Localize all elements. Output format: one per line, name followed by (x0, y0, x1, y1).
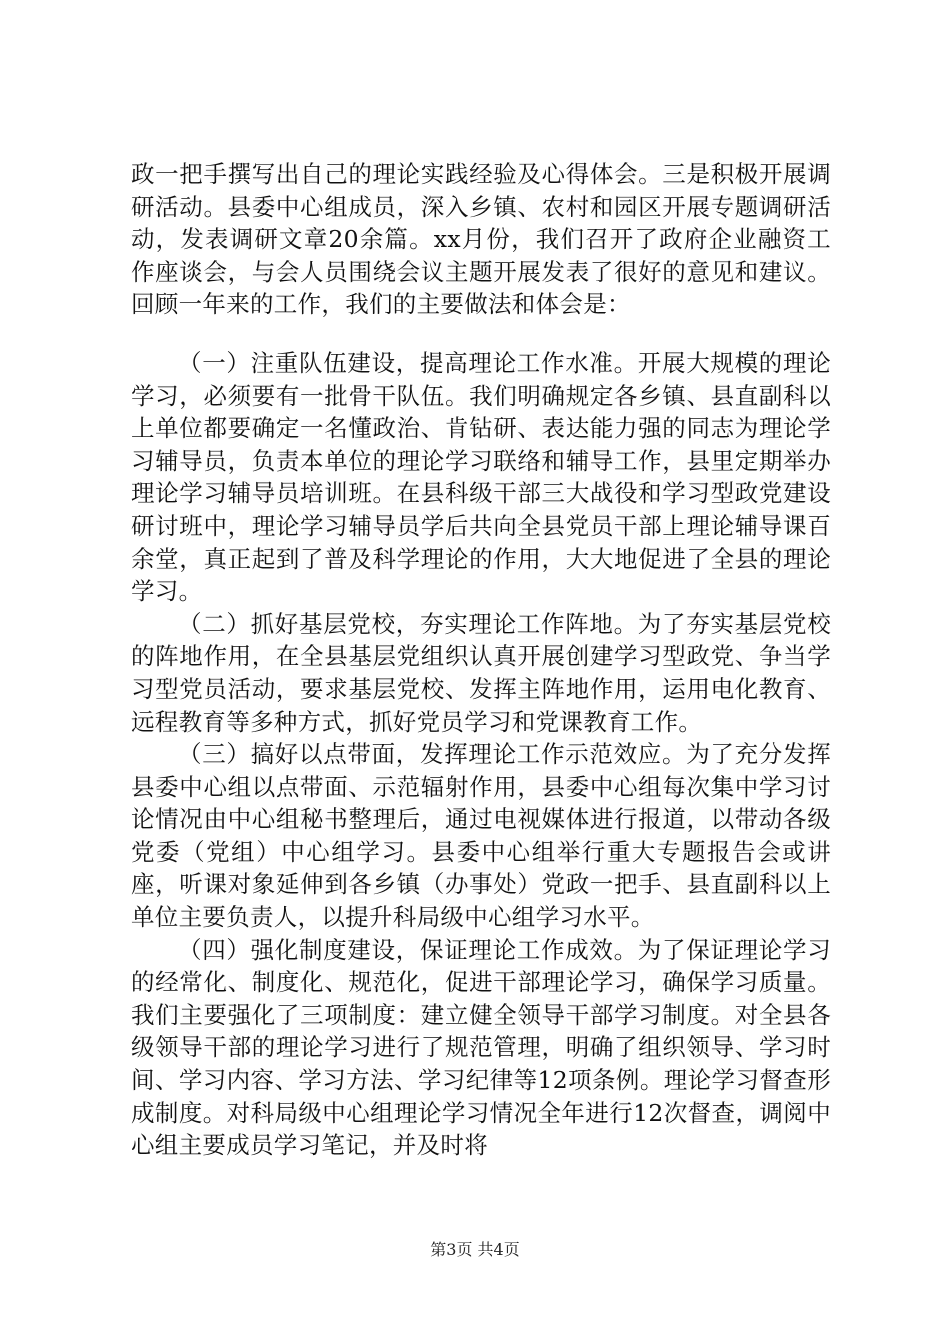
paragraph-section-3: （三）搞好以点带面，发挥理论工作示范效应。为了充分发挥县委中心组以点带面、示范辐射作用，县委中心组每次集中学习讨论情况由中心组秘书整理后，通过电视媒体进行报道，以带动各级党委（党组）中心组学习。县委中心组举行重大专题报告会或讲座，听课对象延伸到各乡镇（办事处）党政一把手、县直副科以上单位主要负责人，以提升科局级中心组学习水平。 (131, 740, 831, 932)
paragraph-section-2: （二）抓好基层党校，夯实理论工作阵地。为了夯实基层党校的阵地作用，在全县基层党组织认真开展创建学习型政党、争当学习型党员活动，要求基层党校、发挥主阵地作用，运用电化教育、远程教育等多种方式，抓好党员学习和党课教育工作。 (131, 609, 831, 736)
paragraph-spacer (131, 321, 831, 347)
page-number-label: 第3页 共4页 (430, 1240, 520, 1259)
document-body (131, 158, 831, 1162)
paragraph-section-4: （四）强化制度建设，保证理论工作成效。为了保证理论学习的经常化、制度化、规范化，促进干部理论学习，确保学习质量。我们主要强化了三项制度：建立健全领导干部学习制度。对全县各级领导干部的理论学习进行了规范管理，明确了组织领导、学习时间、学习内容、学习方法、学习纪律等12项条例。理论学习督查形成制度。对科局级中心组理论学习情况全年进行12次督查，调阅中心组主要成员学习笔记，并及时将 (131, 935, 831, 1160)
paragraph-section-1: （一）注重队伍建设，提高理论工作水准。开展大规模的理论学习，必须要有一批骨干队伍。我们明确规定各乡镇、县直副科以上单位都要确定一名懂政治、肯钻研、表达能力强的同志为理论学习辅导员，负责本单位的理论学习联络和辅导工作，县里定期举办理论学习辅导员培训班。在县科级干部三大战役和学习型政党建设研讨班中，理论学习辅导员学后共向全县党员干部上理论辅导课百余堂，真正起到了普及科学理论的作用，大大地促进了全县的理论学习。 (131, 348, 831, 606)
paragraph-continuation: 政一把手撰写出自己的理论实践经验及心得体会。三是积极开展调研活动。县委中心组成员，深入乡镇、农村和园区开展专题调研活动，发表调研文章20余篇。xx月份，我们召开了政府企业融资工作座谈会，与会人员围绕会议主题开展发表了很好的意见和建议。回顾一年来的工作，我们的主要做法和体会是： (131, 160, 831, 319)
page-footer (0, 1240, 950, 1260)
